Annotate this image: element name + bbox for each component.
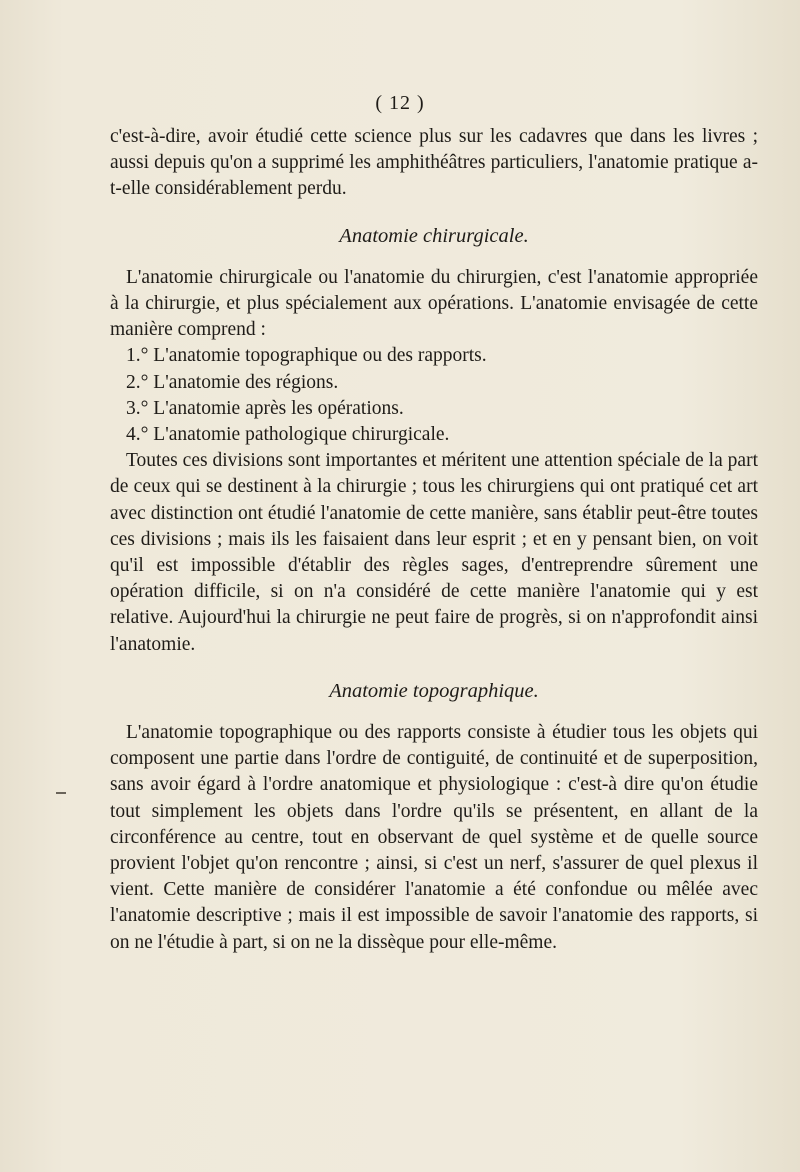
paragraph-divisions: Toutes ces divisions sont importantes et méritent une attention spéciale de la part de ceux qui se destinent à la chirurgie ; tous les chirurgiens qui ont pratiqué cet art avec distinction ont étudié l'anatomie de cette manière, sans établir peut-être toutes ces divisions ; mais ils les faisaient dans leur esprit ; et en y pensant bien, on voit qu'il est impossible d'établir des règles sages, d'entreprendre sûrement une opération difficile, si on n'a considéré de cette manière l'anatomie qui y est relative. Aujourd'hui la chirurgie ne peut faire de progrès, si on n'approfondit ainsi l'anatomie. [110, 450, 758, 655]
intro-paragraph: c'est-à-dire, avoir étudié cette science plus sur les cadavres que dans les livres ; aussi depuis qu'on a supprimé les amphithéâtres particuliers, l'anatomie pratique a-t-elle considérablement perdu. [110, 126, 758, 200]
paragraph-topographique: L'anatomie topographique ou des rapports consiste à étudier tous les objets qui composent une partie dans l'ordre de contiguité, de continuité et de superposition, sans avoir égard à l'ordre anatomique et physiologique : c'est-à dire qu'on étudie tout simplement les objets dans l'ordre qu'ils se présentent, en allant de la circonférence au centre, tout en observant de quel système et de quelle source provient l'objet qu'on rencontre ; ainsi, si c'est un nerf, s'assurer de quel plexus il vient. Cette manière de considérer l'anatomie a été confondue ou mêlée avec l'anatomie descriptive ; mais il est impossible de savoir l'anatomie des rapports, si on ne l'étudie à part, si on ne la dissèque pour elle-même. [110, 722, 758, 953]
page-content [110, 124, 758, 956]
paragraph-chirurgicale: L'anatomie chirurgicale ou l'anatomie du chirurgien, c'est l'anatomie appropriée à la chirurgie, et plus spécialement aux opérations. L'anatomie envisagée de cette manière comprend : [110, 266, 758, 341]
list-item: 2.° L'anatomie des régions. [126, 371, 339, 393]
list-item: 3.° L'anatomie après les opérations. [126, 397, 404, 419]
section-heading-topographique: Anatomie topographique. [329, 679, 539, 702]
page-number: ( 12 ) [375, 92, 425, 114]
list-item: 4.° L'anatomie pathologique chirurgicale. [126, 424, 450, 446]
margin-mark [56, 792, 66, 794]
divisions-list [110, 343, 758, 448]
section-heading-chirurgicale: Anatomie chirurgicale. [339, 224, 529, 247]
list-item: 1.° L'anatomie topographique ou des rapports. [126, 345, 487, 367]
